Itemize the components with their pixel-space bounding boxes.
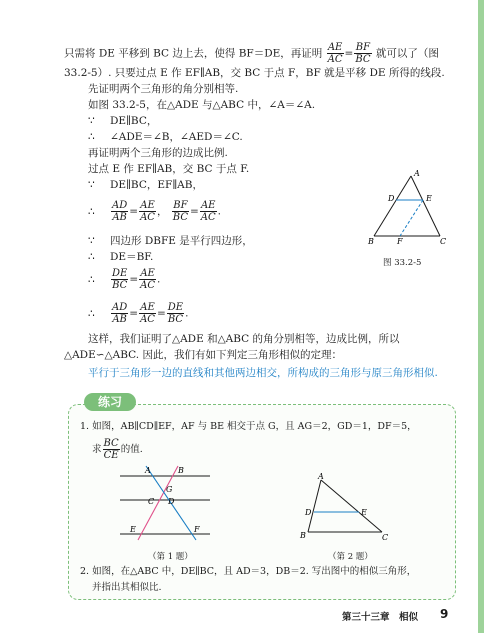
proof-line xyxy=(88,130,243,144)
proof-line xyxy=(88,114,157,128)
text-segment: 只需将 DE 平移到 BC 边上去，使得 BF＝DE，再证明 xyxy=(64,47,323,60)
denominator: BC xyxy=(355,54,371,65)
therefore-symbol: ∴ xyxy=(88,273,95,286)
exercise-question-2-cont: 并指出其相似比. xyxy=(92,582,162,593)
label-f: F xyxy=(397,237,403,246)
fraction-ad-ab xyxy=(111,302,128,325)
label-a: A xyxy=(145,466,151,475)
because-symbol: ∵ xyxy=(88,115,95,127)
denominator: BC xyxy=(172,212,188,223)
denominator: AC xyxy=(140,212,155,223)
therefore-symbol: ∴ xyxy=(88,131,95,143)
figure-33-2-5 xyxy=(360,168,452,248)
denominator: BC xyxy=(112,280,128,291)
numerator: AE xyxy=(140,268,155,279)
numerator: DE xyxy=(167,302,184,313)
therefore-symbol: ∴ xyxy=(88,205,95,218)
page-number: 9 xyxy=(440,607,449,621)
numerator: AE xyxy=(140,200,155,211)
page-edge-bar xyxy=(478,0,484,633)
exercise-question-2: 2. 如图，在△ABC 中，DE∥BC，且 AD＝3，DB＝2. 写出图中的相似三角形， xyxy=(80,566,417,577)
label-d: D xyxy=(305,508,312,517)
text-segment: 求 xyxy=(92,444,102,455)
label-g: G xyxy=(166,485,173,494)
numerator: AD xyxy=(112,200,128,211)
label-f: F xyxy=(194,525,200,534)
fraction-bc-ce xyxy=(103,438,120,461)
denominator: AC xyxy=(327,54,343,65)
label-e: E xyxy=(130,525,136,534)
period: . xyxy=(217,205,221,218)
paragraph-line: 先证明两个三角形的角分别相等. xyxy=(88,83,239,95)
denominator: CE xyxy=(103,450,119,461)
proof-text: DE∥BC， xyxy=(110,115,158,127)
fraction-ae-ac xyxy=(327,42,344,65)
label-a: A xyxy=(414,169,420,178)
label-c: C xyxy=(148,497,155,506)
proof-text: DE＝BF. xyxy=(110,251,154,263)
paragraph-line: 如图 33.2-5，在△ADE 与△ABC 中，∠A＝∠A. xyxy=(88,99,316,111)
label-c: C xyxy=(382,533,389,542)
fraction-ae-ac xyxy=(139,200,156,223)
paragraph-line: 再证明两个三角形的边成比例. xyxy=(88,147,228,159)
label-d: D xyxy=(388,194,395,203)
denominator: BC xyxy=(167,314,183,325)
label-e: E xyxy=(426,194,432,203)
proof-text: 四边形 DBFE 是平行四边形， xyxy=(110,235,253,247)
fraction-ae-ac xyxy=(139,302,156,325)
proof-text: DE∥BC，EF∥AB， xyxy=(110,179,203,191)
label-b: B xyxy=(300,531,306,540)
because-symbol: ∵ xyxy=(88,179,95,191)
exercise-question-1: 1. 如图，AB∥CD∥EF，AF 与 BE 相交于点 G，且 AG＝2，GD＝1，DF＝5， xyxy=(80,421,417,432)
fraction-bf-bc xyxy=(172,200,189,223)
exercise-2-caption: （第 2 题） xyxy=(328,552,373,562)
numerator: BF xyxy=(355,42,371,53)
label-b: B xyxy=(368,237,374,246)
label-e: E xyxy=(361,508,367,517)
numerator: AE xyxy=(140,302,155,313)
because-symbol: ∵ xyxy=(88,235,95,247)
side-ab xyxy=(308,480,321,532)
proof-text: ∠ADE＝∠B，∠AED＝∠C. xyxy=(110,131,243,143)
numerator: BF xyxy=(173,200,188,211)
numerator: AD xyxy=(112,302,128,313)
fraction-bf-bc xyxy=(354,42,371,65)
exercise-question-1-cont xyxy=(92,438,143,461)
proof-line: ∴ $\frac{AD}{AB}$ = $\frac{AE}{AC}$ ， $\frac{BF}{BC}$ = $\frac{AE}{AC}$ . xyxy=(88,200,221,223)
paragraph-line: 这样，我们证明了△ADE 和△ABC 的角分别相等，边成比例，所以 xyxy=(88,333,400,345)
label-c: C xyxy=(440,237,447,246)
denominator: AC xyxy=(140,314,155,325)
theorem-statement: 平行于三角形一边的直线和其他两边相交，所构成的三角形与原三角形相似. xyxy=(88,367,438,379)
paragraph-line: 只需将 DE 平移到 BC 边上去，使得 BF＝DE，再证明 $\frac{AE}{AC}$ = $\frac{BF}{BC}$ 就可以了（图 xyxy=(64,42,439,65)
figure-caption: 图 33.2-5 xyxy=(383,258,422,268)
segment-ef xyxy=(400,200,423,236)
numerator: DE xyxy=(112,268,128,279)
side-ac xyxy=(321,480,382,532)
text-segment: 的值. xyxy=(120,444,143,455)
proof-line xyxy=(88,234,253,248)
period: . xyxy=(157,273,161,286)
paragraph-line: 33.2-5）. 只要过点 E 作 EF∥AB，交 BC 于点 F，BF 就是平移 DE 所得的线段. xyxy=(64,67,445,79)
exercise-2-figure xyxy=(296,470,392,542)
period: . xyxy=(185,307,189,320)
denominator: AB xyxy=(112,314,127,325)
therefore-symbol: ∴ xyxy=(88,307,95,320)
fraction-ae-ac xyxy=(200,200,217,223)
proof-line: ∴ $\frac{AD}{AB}$ = $\frac{AE}{AC}$ = $\frac{DE}{BC}$ . xyxy=(88,302,189,325)
comma: ， xyxy=(156,205,168,218)
exercise-1-figure xyxy=(114,464,214,542)
label-d: D xyxy=(168,497,175,506)
fraction-de-bc xyxy=(111,268,128,291)
paragraph-line: △ADE∽△ABC. 因此，我们有如下判定三角形相似的定理： xyxy=(64,349,342,361)
label-a: A xyxy=(318,472,324,481)
proof-line xyxy=(88,178,203,192)
proof-line xyxy=(88,250,153,264)
label-b: B xyxy=(178,466,184,475)
numerator: AE xyxy=(327,42,343,53)
paragraph-line: 过点 E 作 EF∥AB，交 BC 于点 F. xyxy=(88,163,250,175)
exercise-tag: 练习 xyxy=(84,393,136,411)
denominator: AB xyxy=(112,212,127,223)
fraction-ad-ab xyxy=(111,200,128,223)
numerator: AE xyxy=(200,200,216,211)
chapter-footer: 第三十三章 相似 xyxy=(342,612,419,623)
therefore-symbol: ∴ xyxy=(88,251,95,263)
numerator: BC xyxy=(103,438,119,449)
text-segment: 就可以了（图 xyxy=(375,47,439,60)
fraction-ae-ac xyxy=(139,268,156,291)
proof-line: ∴ $\frac{DE}{BC}$ = $\frac{AE}{AC}$ . xyxy=(88,268,161,291)
fraction-de-bc xyxy=(167,302,184,325)
denominator: AC xyxy=(200,212,216,223)
denominator: AC xyxy=(140,280,156,291)
exercise-1-caption: （第 1 题） xyxy=(148,552,193,562)
side-ac xyxy=(411,176,440,236)
